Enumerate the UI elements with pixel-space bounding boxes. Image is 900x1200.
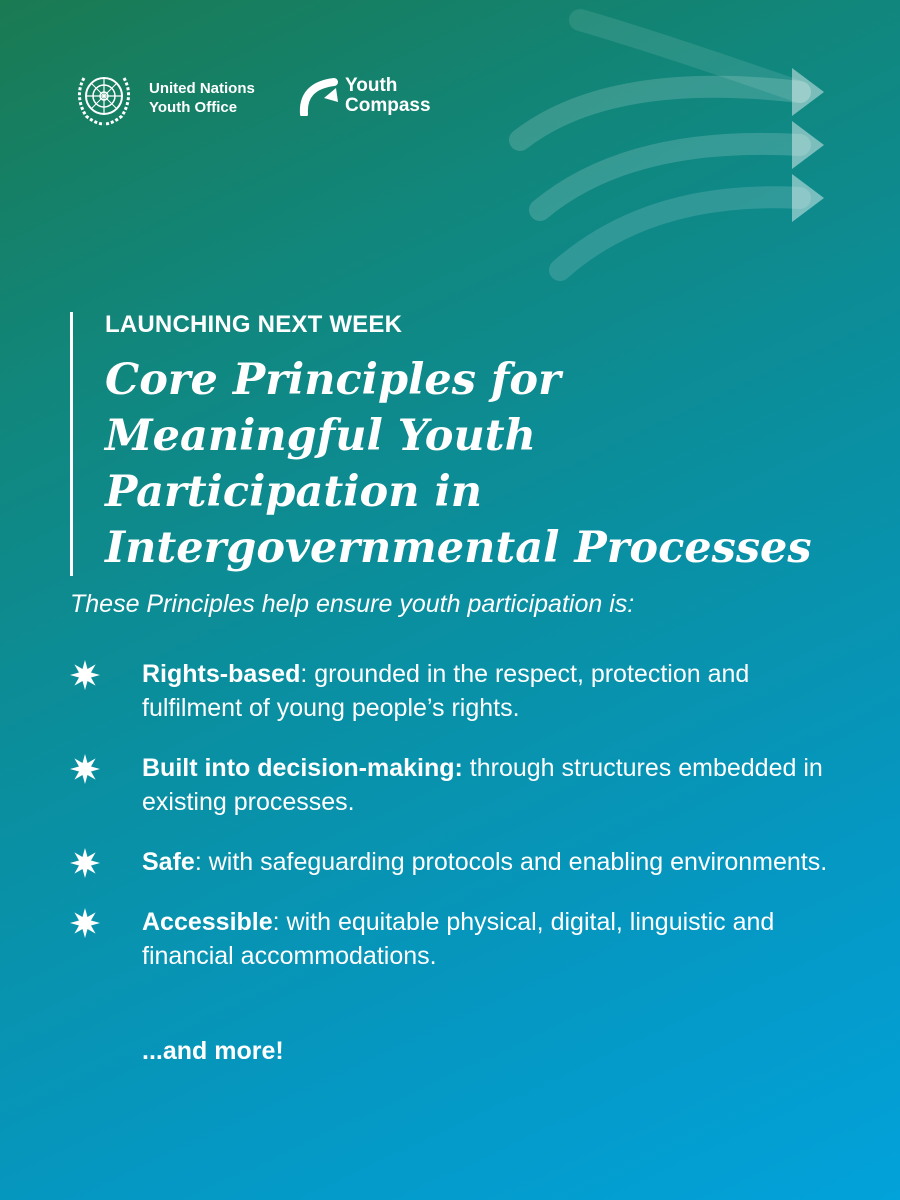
principle-separator: : [300,660,308,688]
intro-text: These Principles help ensure youth participation is: [70,590,635,618]
headline-block [70,312,865,576]
principle-built-into-decision-making [70,751,850,819]
principle-term: Rights-based [142,660,301,688]
principle-description: through structures embedded in existing processes. [142,754,823,816]
principles-list [70,657,850,999]
un-name: United Nations [149,80,255,97]
principle-safe [70,845,850,879]
un-emblem-icon [72,68,136,128]
un-office-name: Youth Office [149,99,238,116]
principle-separator: : [194,848,202,876]
principle-separator: : [272,908,280,936]
sparkle-star-icon [70,908,100,938]
sparkle-star-icon [70,848,100,878]
launch-kicker: LAUNCHING NEXT WEEK [105,311,403,338]
principle-accessible [70,905,850,973]
youth-compass-line1: Youth [345,75,398,96]
principle-description: grounded in the respect, protection and fulfilment of young people’s rights. [142,660,750,722]
principle-description: with safeguarding protocols and enabling environments. [201,848,828,876]
un-youth-office-logo [72,68,255,128]
principle-term: Built into decision-making: [142,754,463,782]
closing-text: ...and more! [142,1037,284,1065]
principle-term: Safe [142,848,195,876]
youth-compass-line2: Compass [345,95,431,116]
decorative-arrows-icon [500,0,900,300]
page-title: Core Principles for Meaningful Youth Participation in Intergovernmental Processes [105,355,812,573]
sparkle-star-icon [70,660,100,690]
sparkle-star-icon [70,754,100,784]
principle-term: Accessible [142,908,273,936]
principle-description: with equitable physical, digital, linguistic and financial accommodations. [142,908,775,970]
youth-compass-icon [298,76,342,116]
principle-rights-based [70,657,850,725]
youth-compass-logo [298,76,431,116]
